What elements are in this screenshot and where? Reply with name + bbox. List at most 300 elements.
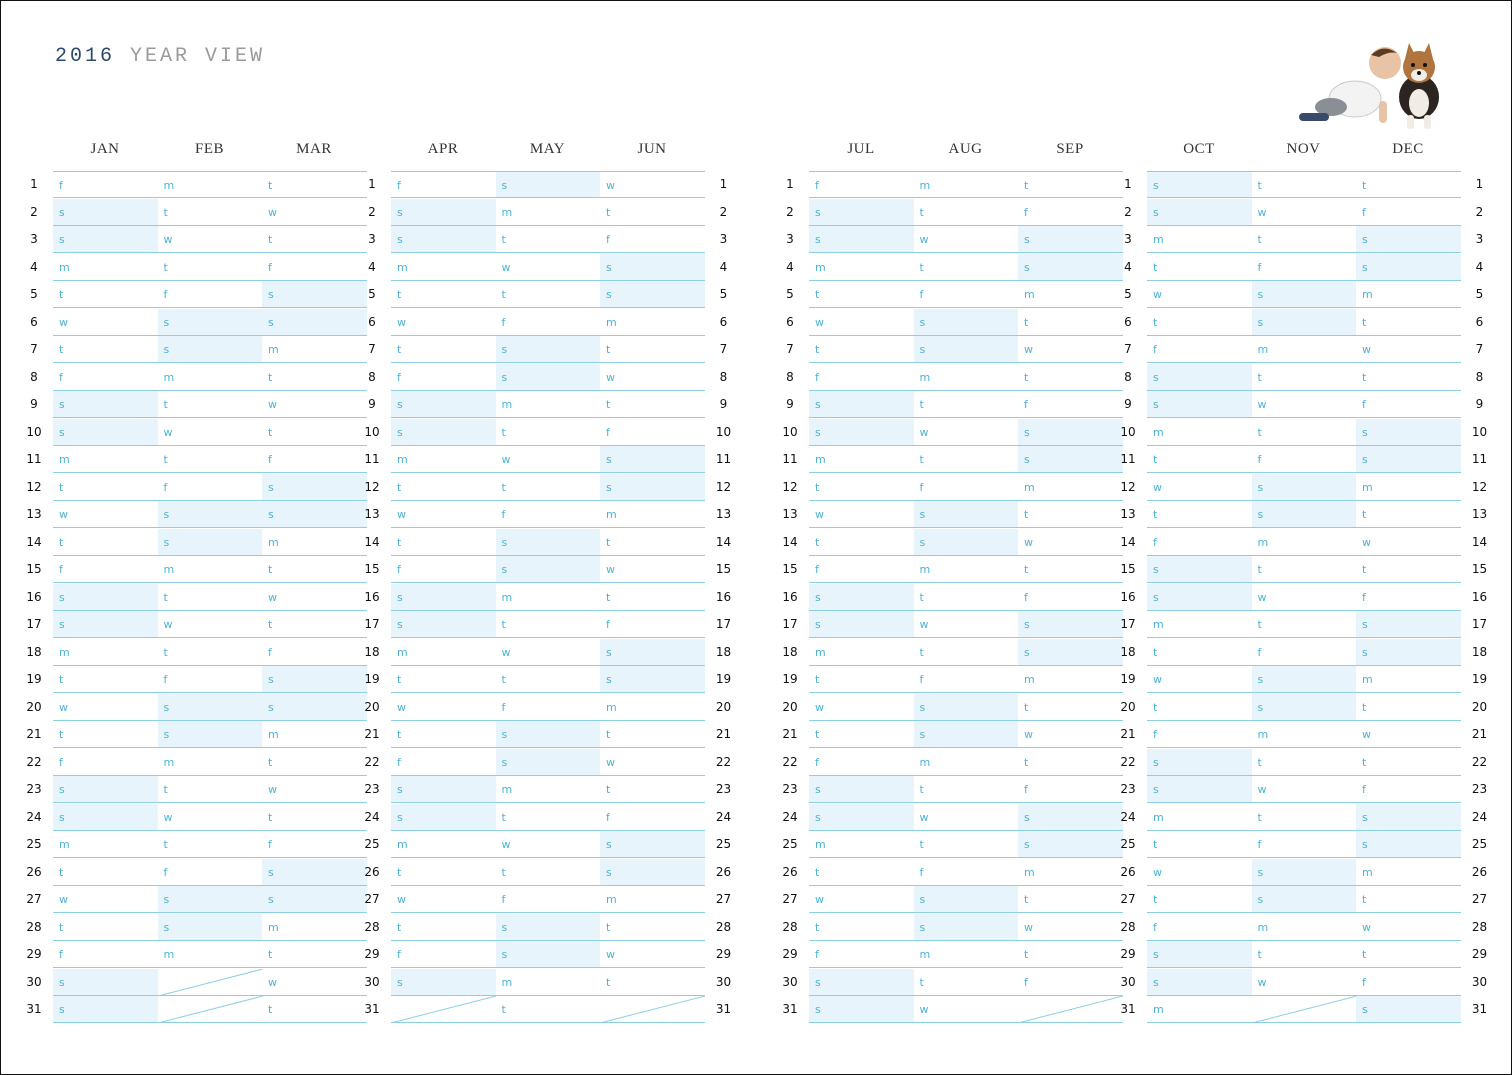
day-cell-jan-11[interactable]: m	[53, 446, 158, 473]
day-cell-jun-3[interactable]: f	[600, 226, 705, 253]
day-cell-jan-16[interactable]: s	[53, 584, 158, 611]
day-cell-oct-21[interactable]: f	[1147, 721, 1252, 748]
day-cell-aug-21[interactable]: s	[914, 721, 1019, 748]
day-cell-jan-17[interactable]: s	[53, 611, 158, 638]
day-cell-sep-10[interactable]: s	[1018, 419, 1123, 446]
day-cell-dec-5[interactable]: m	[1356, 281, 1461, 308]
day-cell-may-12[interactable]: t	[496, 474, 601, 501]
day-cell-oct-5[interactable]: w	[1147, 281, 1252, 308]
day-cell-nov-28[interactable]: m	[1252, 914, 1357, 941]
day-cell-feb-5[interactable]: f	[158, 281, 263, 308]
day-cell-jun-15[interactable]: w	[600, 556, 705, 583]
day-cell-apr-29[interactable]: f	[391, 941, 496, 968]
day-cell-may-16[interactable]: m	[496, 584, 601, 611]
day-cell-apr-20[interactable]: w	[391, 694, 496, 721]
day-cell-apr-26[interactable]: t	[391, 859, 496, 886]
day-cell-nov-30[interactable]: w	[1252, 969, 1357, 996]
day-cell-mar-26[interactable]: s	[262, 859, 367, 886]
day-cell-oct-26[interactable]: w	[1147, 859, 1252, 886]
day-cell-oct-19[interactable]: w	[1147, 666, 1252, 693]
day-cell-nov-17[interactable]: t	[1252, 611, 1357, 638]
day-cell-feb-18[interactable]: t	[158, 639, 263, 666]
day-cell-may-26[interactable]: t	[496, 859, 601, 886]
day-cell-may-17[interactable]: t	[496, 611, 601, 638]
day-cell-nov-10[interactable]: t	[1252, 419, 1357, 446]
day-cell-apr-27[interactable]: w	[391, 886, 496, 913]
day-cell-jan-24[interactable]: s	[53, 804, 158, 831]
day-cell-sep-24[interactable]: s	[1018, 804, 1123, 831]
day-cell-dec-24[interactable]: s	[1356, 804, 1461, 831]
day-cell-may-13[interactable]: f	[496, 501, 601, 528]
day-cell-aug-10[interactable]: w	[914, 419, 1019, 446]
day-cell-jun-23[interactable]: t	[600, 776, 705, 803]
day-cell-sep-4[interactable]: s	[1018, 254, 1123, 281]
day-cell-apr-22[interactable]: f	[391, 749, 496, 776]
day-cell-may-2[interactable]: m	[496, 199, 601, 226]
day-cell-jul-1[interactable]: f	[809, 171, 914, 198]
day-cell-nov-25[interactable]: f	[1252, 831, 1357, 858]
day-cell-sep-9[interactable]: f	[1018, 391, 1123, 418]
day-cell-may-22[interactable]: s	[496, 749, 601, 776]
day-cell-mar-6[interactable]: s	[262, 309, 367, 336]
day-cell-apr-21[interactable]: t	[391, 721, 496, 748]
day-cell-nov-29[interactable]: t	[1252, 941, 1357, 968]
day-cell-sep-7[interactable]: w	[1018, 336, 1123, 363]
day-cell-dec-19[interactable]: m	[1356, 666, 1461, 693]
day-cell-jul-24[interactable]: s	[809, 804, 914, 831]
day-cell-jul-21[interactable]: t	[809, 721, 914, 748]
day-cell-may-20[interactable]: f	[496, 694, 601, 721]
day-cell-jan-18[interactable]: m	[53, 639, 158, 666]
day-cell-sep-19[interactable]: m	[1018, 666, 1123, 693]
day-cell-sep-23[interactable]: f	[1018, 776, 1123, 803]
day-cell-oct-22[interactable]: s	[1147, 749, 1252, 776]
day-cell-oct-2[interactable]: s	[1147, 199, 1252, 226]
day-cell-jan-7[interactable]: t	[53, 336, 158, 363]
day-cell-apr-23[interactable]: s	[391, 776, 496, 803]
day-cell-jul-10[interactable]: s	[809, 419, 914, 446]
day-cell-jan-8[interactable]: f	[53, 364, 158, 391]
day-cell-jan-6[interactable]: w	[53, 309, 158, 336]
day-cell-may-9[interactable]: m	[496, 391, 601, 418]
day-cell-aug-28[interactable]: s	[914, 914, 1019, 941]
day-cell-may-27[interactable]: f	[496, 886, 601, 913]
day-cell-aug-6[interactable]: s	[914, 309, 1019, 336]
day-cell-apr-2[interactable]: s	[391, 199, 496, 226]
day-cell-oct-9[interactable]: s	[1147, 391, 1252, 418]
day-cell-jul-29[interactable]: f	[809, 941, 914, 968]
day-cell-mar-17[interactable]: t	[262, 611, 367, 638]
day-cell-apr-25[interactable]: m	[391, 831, 496, 858]
day-cell-aug-26[interactable]: f	[914, 859, 1019, 886]
day-cell-dec-8[interactable]: t	[1356, 364, 1461, 391]
day-cell-aug-17[interactable]: w	[914, 611, 1019, 638]
day-cell-aug-22[interactable]: m	[914, 749, 1019, 776]
day-cell-sep-12[interactable]: m	[1018, 474, 1123, 501]
day-cell-feb-11[interactable]: t	[158, 446, 263, 473]
day-cell-feb-2[interactable]: t	[158, 199, 263, 226]
day-cell-dec-2[interactable]: f	[1356, 199, 1461, 226]
day-cell-nov-16[interactable]: w	[1252, 584, 1357, 611]
day-cell-feb-20[interactable]: s	[158, 694, 263, 721]
day-cell-aug-4[interactable]: t	[914, 254, 1019, 281]
day-cell-apr-16[interactable]: s	[391, 584, 496, 611]
day-cell-aug-8[interactable]: m	[914, 364, 1019, 391]
day-cell-may-10[interactable]: t	[496, 419, 601, 446]
day-cell-oct-4[interactable]: t	[1147, 254, 1252, 281]
day-cell-mar-5[interactable]: s	[262, 281, 367, 308]
day-cell-may-3[interactable]: t	[496, 226, 601, 253]
day-cell-feb-4[interactable]: t	[158, 254, 263, 281]
day-cell-may-30[interactable]: m	[496, 969, 601, 996]
day-cell-may-23[interactable]: m	[496, 776, 601, 803]
day-cell-mar-15[interactable]: t	[262, 556, 367, 583]
day-cell-sep-6[interactable]: t	[1018, 309, 1123, 336]
day-cell-jan-10[interactable]: s	[53, 419, 158, 446]
day-cell-jan-4[interactable]: m	[53, 254, 158, 281]
day-cell-mar-19[interactable]: s	[262, 666, 367, 693]
day-cell-jun-18[interactable]: s	[600, 639, 705, 666]
day-cell-feb-26[interactable]: f	[158, 859, 263, 886]
day-cell-jun-26[interactable]: s	[600, 859, 705, 886]
day-cell-sep-3[interactable]: s	[1018, 226, 1123, 253]
day-cell-mar-2[interactable]: w	[262, 199, 367, 226]
day-cell-jan-29[interactable]: f	[53, 941, 158, 968]
day-cell-apr-3[interactable]: s	[391, 226, 496, 253]
day-cell-may-6[interactable]: f	[496, 309, 601, 336]
day-cell-may-19[interactable]: t	[496, 666, 601, 693]
day-cell-mar-29[interactable]: t	[262, 941, 367, 968]
day-cell-sep-28[interactable]: w	[1018, 914, 1123, 941]
day-cell-nov-2[interactable]: w	[1252, 199, 1357, 226]
day-cell-dec-17[interactable]: s	[1356, 611, 1461, 638]
day-cell-mar-3[interactable]: t	[262, 226, 367, 253]
day-cell-sep-16[interactable]: f	[1018, 584, 1123, 611]
day-cell-apr-15[interactable]: f	[391, 556, 496, 583]
day-cell-nov-26[interactable]: s	[1252, 859, 1357, 886]
day-cell-feb-7[interactable]: s	[158, 336, 263, 363]
day-cell-feb-25[interactable]: t	[158, 831, 263, 858]
day-cell-nov-15[interactable]: t	[1252, 556, 1357, 583]
day-cell-jan-15[interactable]: f	[53, 556, 158, 583]
day-cell-jun-9[interactable]: t	[600, 391, 705, 418]
day-cell-feb-13[interactable]: s	[158, 501, 263, 528]
day-cell-jan-30[interactable]: s	[53, 969, 158, 996]
day-cell-mar-10[interactable]: t	[262, 419, 367, 446]
day-cell-jun-24[interactable]: f	[600, 804, 705, 831]
day-cell-oct-14[interactable]: f	[1147, 529, 1252, 556]
day-cell-dec-6[interactable]: t	[1356, 309, 1461, 336]
day-cell-apr-12[interactable]: t	[391, 474, 496, 501]
day-cell-mar-30[interactable]: w	[262, 969, 367, 996]
day-cell-nov-4[interactable]: f	[1252, 254, 1357, 281]
day-cell-may-28[interactable]: s	[496, 914, 601, 941]
day-cell-dec-10[interactable]: s	[1356, 419, 1461, 446]
day-cell-feb-10[interactable]: w	[158, 419, 263, 446]
day-cell-mar-18[interactable]: f	[262, 639, 367, 666]
day-cell-jan-27[interactable]: w	[53, 886, 158, 913]
day-cell-jan-14[interactable]: t	[53, 529, 158, 556]
day-cell-jan-1[interactable]: f	[53, 171, 158, 198]
day-cell-feb-6[interactable]: s	[158, 309, 263, 336]
day-cell-jan-22[interactable]: f	[53, 749, 158, 776]
day-cell-nov-6[interactable]: s	[1252, 309, 1357, 336]
day-cell-aug-7[interactable]: s	[914, 336, 1019, 363]
day-cell-jan-31[interactable]: s	[53, 996, 158, 1023]
day-cell-jan-28[interactable]: t	[53, 914, 158, 941]
day-cell-feb-17[interactable]: w	[158, 611, 263, 638]
day-cell-apr-13[interactable]: w	[391, 501, 496, 528]
day-cell-mar-27[interactable]: s	[262, 886, 367, 913]
day-cell-jun-21[interactable]: t	[600, 721, 705, 748]
day-cell-oct-10[interactable]: m	[1147, 419, 1252, 446]
day-cell-jun-17[interactable]: f	[600, 611, 705, 638]
day-cell-may-5[interactable]: t	[496, 281, 601, 308]
day-cell-dec-25[interactable]: s	[1356, 831, 1461, 858]
day-cell-apr-14[interactable]: t	[391, 529, 496, 556]
day-cell-nov-18[interactable]: f	[1252, 639, 1357, 666]
day-cell-jan-2[interactable]: s	[53, 199, 158, 226]
day-cell-jul-17[interactable]: s	[809, 611, 914, 638]
day-cell-jul-27[interactable]: w	[809, 886, 914, 913]
day-cell-may-25[interactable]: w	[496, 831, 601, 858]
day-cell-sep-14[interactable]: w	[1018, 529, 1123, 556]
day-cell-jul-18[interactable]: m	[809, 639, 914, 666]
day-cell-oct-6[interactable]: t	[1147, 309, 1252, 336]
day-cell-apr-18[interactable]: m	[391, 639, 496, 666]
day-cell-jun-14[interactable]: t	[600, 529, 705, 556]
day-cell-oct-25[interactable]: t	[1147, 831, 1252, 858]
day-cell-aug-25[interactable]: t	[914, 831, 1019, 858]
day-cell-jul-25[interactable]: m	[809, 831, 914, 858]
day-cell-jul-19[interactable]: t	[809, 666, 914, 693]
day-cell-may-11[interactable]: w	[496, 446, 601, 473]
day-cell-mar-25[interactable]: f	[262, 831, 367, 858]
day-cell-mar-1[interactable]: t	[262, 171, 367, 198]
day-cell-jun-7[interactable]: t	[600, 336, 705, 363]
day-cell-jul-9[interactable]: s	[809, 391, 914, 418]
day-cell-dec-18[interactable]: s	[1356, 639, 1461, 666]
day-cell-oct-3[interactable]: m	[1147, 226, 1252, 253]
day-cell-may-18[interactable]: w	[496, 639, 601, 666]
day-cell-feb-14[interactable]: s	[158, 529, 263, 556]
day-cell-jul-16[interactable]: s	[809, 584, 914, 611]
day-cell-nov-21[interactable]: m	[1252, 721, 1357, 748]
day-cell-jun-2[interactable]: t	[600, 199, 705, 226]
day-cell-mar-9[interactable]: w	[262, 391, 367, 418]
day-cell-nov-8[interactable]: t	[1252, 364, 1357, 391]
day-cell-jan-3[interactable]: s	[53, 226, 158, 253]
day-cell-mar-4[interactable]: f	[262, 254, 367, 281]
day-cell-apr-5[interactable]: t	[391, 281, 496, 308]
day-cell-jun-11[interactable]: s	[600, 446, 705, 473]
day-cell-jul-23[interactable]: s	[809, 776, 914, 803]
day-cell-oct-29[interactable]: s	[1147, 941, 1252, 968]
day-cell-nov-12[interactable]: s	[1252, 474, 1357, 501]
day-cell-jul-5[interactable]: t	[809, 281, 914, 308]
day-cell-nov-7[interactable]: m	[1252, 336, 1357, 363]
day-cell-mar-20[interactable]: s	[262, 694, 367, 721]
day-cell-dec-29[interactable]: t	[1356, 941, 1461, 968]
day-cell-aug-20[interactable]: s	[914, 694, 1019, 721]
day-cell-jan-25[interactable]: m	[53, 831, 158, 858]
day-cell-jul-15[interactable]: f	[809, 556, 914, 583]
day-cell-apr-17[interactable]: s	[391, 611, 496, 638]
day-cell-nov-9[interactable]: w	[1252, 391, 1357, 418]
day-cell-nov-27[interactable]: s	[1252, 886, 1357, 913]
day-cell-aug-24[interactable]: w	[914, 804, 1019, 831]
day-cell-jun-25[interactable]: s	[600, 831, 705, 858]
day-cell-mar-23[interactable]: w	[262, 776, 367, 803]
day-cell-sep-26[interactable]: m	[1018, 859, 1123, 886]
day-cell-sep-18[interactable]: s	[1018, 639, 1123, 666]
day-cell-jun-20[interactable]: m	[600, 694, 705, 721]
day-cell-dec-26[interactable]: m	[1356, 859, 1461, 886]
day-cell-feb-1[interactable]: m	[158, 171, 263, 198]
day-cell-dec-9[interactable]: f	[1356, 391, 1461, 418]
day-cell-feb-21[interactable]: s	[158, 721, 263, 748]
day-cell-aug-3[interactable]: w	[914, 226, 1019, 253]
day-cell-mar-28[interactable]: m	[262, 914, 367, 941]
day-cell-aug-9[interactable]: t	[914, 391, 1019, 418]
day-cell-aug-19[interactable]: f	[914, 666, 1019, 693]
day-cell-feb-3[interactable]: w	[158, 226, 263, 253]
day-cell-oct-17[interactable]: m	[1147, 611, 1252, 638]
day-cell-dec-7[interactable]: w	[1356, 336, 1461, 363]
day-cell-feb-28[interactable]: s	[158, 914, 263, 941]
day-cell-jul-6[interactable]: w	[809, 309, 914, 336]
day-cell-aug-2[interactable]: t	[914, 199, 1019, 226]
day-cell-mar-7[interactable]: m	[262, 336, 367, 363]
day-cell-sep-5[interactable]: m	[1018, 281, 1123, 308]
day-cell-may-8[interactable]: s	[496, 364, 601, 391]
day-cell-aug-16[interactable]: t	[914, 584, 1019, 611]
day-cell-jun-29[interactable]: w	[600, 941, 705, 968]
day-cell-sep-8[interactable]: t	[1018, 364, 1123, 391]
day-cell-apr-6[interactable]: w	[391, 309, 496, 336]
day-cell-jan-20[interactable]: w	[53, 694, 158, 721]
day-cell-jun-30[interactable]: t	[600, 969, 705, 996]
day-cell-dec-27[interactable]: t	[1356, 886, 1461, 913]
day-cell-oct-15[interactable]: s	[1147, 556, 1252, 583]
day-cell-jul-14[interactable]: t	[809, 529, 914, 556]
day-cell-dec-20[interactable]: t	[1356, 694, 1461, 721]
day-cell-apr-19[interactable]: t	[391, 666, 496, 693]
day-cell-feb-19[interactable]: f	[158, 666, 263, 693]
day-cell-may-7[interactable]: s	[496, 336, 601, 363]
day-cell-feb-24[interactable]: w	[158, 804, 263, 831]
day-cell-dec-30[interactable]: f	[1356, 969, 1461, 996]
day-cell-jan-21[interactable]: t	[53, 721, 158, 748]
day-cell-mar-13[interactable]: s	[262, 501, 367, 528]
day-cell-feb-29[interactable]: m	[158, 941, 263, 968]
day-cell-apr-24[interactable]: s	[391, 804, 496, 831]
day-cell-may-4[interactable]: w	[496, 254, 601, 281]
day-cell-jul-11[interactable]: m	[809, 446, 914, 473]
day-cell-jan-9[interactable]: s	[53, 391, 158, 418]
day-cell-oct-8[interactable]: s	[1147, 364, 1252, 391]
day-cell-nov-13[interactable]: s	[1252, 501, 1357, 528]
day-cell-sep-1[interactable]: t	[1018, 171, 1123, 198]
day-cell-jul-2[interactable]: s	[809, 199, 914, 226]
day-cell-dec-14[interactable]: w	[1356, 529, 1461, 556]
day-cell-feb-22[interactable]: m	[158, 749, 263, 776]
day-cell-jun-5[interactable]: s	[600, 281, 705, 308]
day-cell-dec-1[interactable]: t	[1356, 171, 1461, 198]
day-cell-oct-7[interactable]: f	[1147, 336, 1252, 363]
day-cell-jun-10[interactable]: f	[600, 419, 705, 446]
day-cell-jan-12[interactable]: t	[53, 474, 158, 501]
day-cell-nov-11[interactable]: f	[1252, 446, 1357, 473]
day-cell-may-15[interactable]: s	[496, 556, 601, 583]
day-cell-nov-3[interactable]: t	[1252, 226, 1357, 253]
day-cell-sep-25[interactable]: s	[1018, 831, 1123, 858]
day-cell-mar-11[interactable]: f	[262, 446, 367, 473]
day-cell-aug-11[interactable]: t	[914, 446, 1019, 473]
day-cell-apr-28[interactable]: t	[391, 914, 496, 941]
day-cell-jul-22[interactable]: f	[809, 749, 914, 776]
day-cell-dec-22[interactable]: t	[1356, 749, 1461, 776]
day-cell-aug-31[interactable]: w	[914, 996, 1019, 1023]
day-cell-jan-19[interactable]: t	[53, 666, 158, 693]
day-cell-dec-3[interactable]: s	[1356, 226, 1461, 253]
day-cell-apr-9[interactable]: s	[391, 391, 496, 418]
day-cell-sep-20[interactable]: t	[1018, 694, 1123, 721]
day-cell-jun-8[interactable]: w	[600, 364, 705, 391]
day-cell-sep-13[interactable]: t	[1018, 501, 1123, 528]
day-cell-sep-11[interactable]: s	[1018, 446, 1123, 473]
day-cell-jul-20[interactable]: w	[809, 694, 914, 721]
day-cell-jun-27[interactable]: m	[600, 886, 705, 913]
day-cell-feb-9[interactable]: t	[158, 391, 263, 418]
day-cell-jun-13[interactable]: m	[600, 501, 705, 528]
day-cell-dec-4[interactable]: s	[1356, 254, 1461, 281]
day-cell-sep-22[interactable]: t	[1018, 749, 1123, 776]
day-cell-dec-21[interactable]: w	[1356, 721, 1461, 748]
day-cell-aug-12[interactable]: f	[914, 474, 1019, 501]
day-cell-oct-31[interactable]: m	[1147, 996, 1252, 1023]
day-cell-nov-22[interactable]: t	[1252, 749, 1357, 776]
day-cell-oct-18[interactable]: t	[1147, 639, 1252, 666]
day-cell-apr-11[interactable]: m	[391, 446, 496, 473]
day-cell-apr-1[interactable]: f	[391, 171, 496, 198]
day-cell-jun-12[interactable]: s	[600, 474, 705, 501]
day-cell-apr-7[interactable]: t	[391, 336, 496, 363]
day-cell-nov-1[interactable]: t	[1252, 171, 1357, 198]
day-cell-oct-20[interactable]: t	[1147, 694, 1252, 721]
day-cell-jul-28[interactable]: t	[809, 914, 914, 941]
day-cell-dec-15[interactable]: t	[1356, 556, 1461, 583]
day-cell-oct-16[interactable]: s	[1147, 584, 1252, 611]
day-cell-mar-12[interactable]: s	[262, 474, 367, 501]
day-cell-dec-31[interactable]: s	[1356, 996, 1461, 1023]
day-cell-may-14[interactable]: s	[496, 529, 601, 556]
day-cell-jul-4[interactable]: m	[809, 254, 914, 281]
day-cell-mar-14[interactable]: m	[262, 529, 367, 556]
day-cell-oct-30[interactable]: s	[1147, 969, 1252, 996]
day-cell-aug-29[interactable]: m	[914, 941, 1019, 968]
day-cell-jul-30[interactable]: s	[809, 969, 914, 996]
day-cell-mar-8[interactable]: t	[262, 364, 367, 391]
day-cell-jul-3[interactable]: s	[809, 226, 914, 253]
day-cell-mar-31[interactable]: t	[262, 996, 367, 1023]
day-cell-jul-31[interactable]: s	[809, 996, 914, 1023]
day-cell-jun-22[interactable]: w	[600, 749, 705, 776]
day-cell-feb-12[interactable]: f	[158, 474, 263, 501]
day-cell-jan-5[interactable]: t	[53, 281, 158, 308]
day-cell-may-24[interactable]: t	[496, 804, 601, 831]
day-cell-aug-5[interactable]: f	[914, 281, 1019, 308]
